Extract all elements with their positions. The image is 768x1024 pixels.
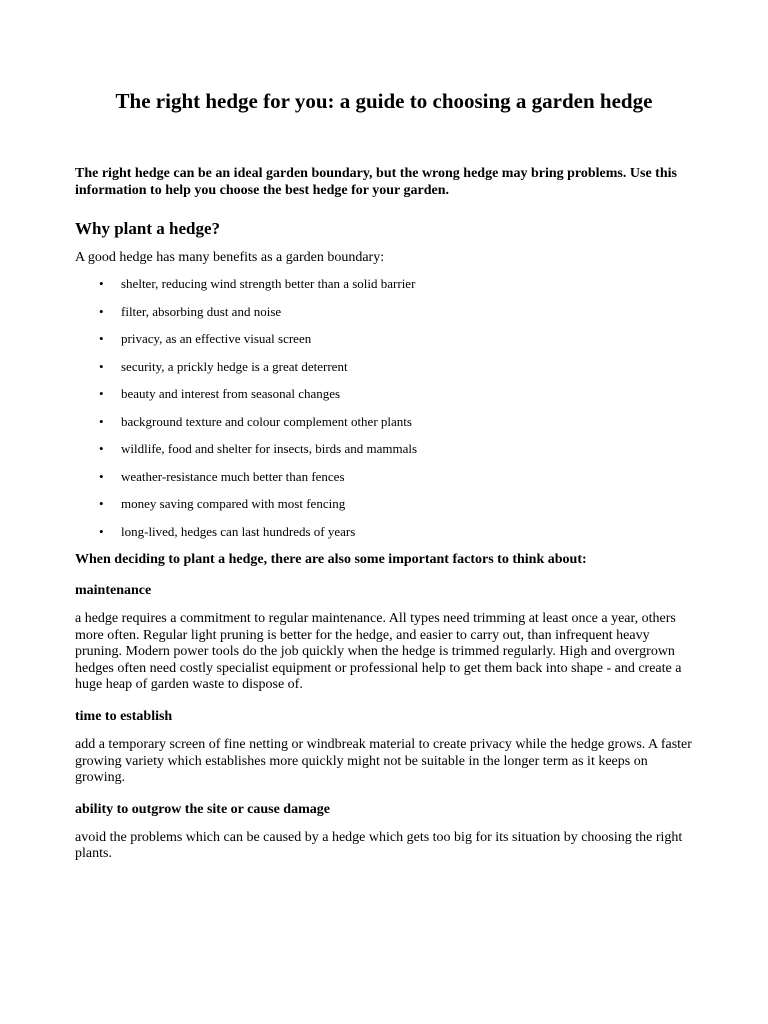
bullet-icon: • [99, 523, 104, 539]
list-item-text: background texture and colour complement other plants [121, 413, 412, 429]
list-item [75, 386, 700, 402]
list-item-text: long-lived, hedges can last hundreds of years [121, 523, 356, 539]
intro-paragraph: The right hedge can be an ideal garden boundary, but the wrong hedge may bring problems. Use this information to help you choose the best hedge for your garden. [75, 166, 677, 198]
factor-text-maintenance: a hedge requires a commitment to regular maintenance. All types need trimming at least once a year, others more often. Regular light pruning is better for the hedge, and easier to carry out, than infrequent heavy pruning. Modern power tools do the job quickly when the hedge is trimmed regularly. High and overgrown hedges often need costly specialist equipment or professional help to get them back into shape - and create a huge heap of garden waste to dispose of. [75, 611, 682, 693]
list-item-text: beauty and interest from seasonal changes [121, 386, 341, 401]
bullet-icon: • [99, 303, 104, 319]
list-item-text: weather-resistance much better than fences [121, 468, 345, 484]
bullet-icon: • [99, 496, 104, 511]
bullet-icon: • [99, 413, 104, 429]
list-item-text: wildlife, food and shelter for insects, birds and mammals [121, 441, 418, 456]
list-item [75, 276, 700, 292]
bullet-icon: • [99, 358, 104, 374]
factors-heading: When deciding to plant a hedge, there are also some important factors to think about: [75, 552, 587, 567]
benefits-list [75, 276, 700, 540]
bullet-icon: • [99, 331, 104, 346]
bullet-icon: • [99, 468, 104, 484]
list-item [75, 524, 700, 540]
document-body [75, 165, 700, 863]
list-item [75, 331, 700, 347]
page-title: The right hedge for you: a guide to choosing a garden hedge [115, 89, 653, 113]
list-item-text: money saving compared with most fencing [121, 496, 346, 511]
list-item-text: privacy, as an effective visual screen [121, 331, 312, 346]
bullet-icon: • [99, 276, 104, 291]
factor-title-outgrow: ability to outgrow the site or cause damage [75, 801, 330, 817]
list-item [75, 304, 700, 320]
list-item-text: filter, absorbing dust and noise [121, 303, 282, 319]
section-heading-why: Why plant a hedge? [75, 219, 220, 238]
bullet-icon: • [99, 441, 104, 456]
bullet-icon: • [99, 386, 104, 401]
factor-text-outgrow: avoid the problems which can be caused by a hedge which gets too big for its situation by choosing the right plants. [75, 829, 683, 862]
list-item [75, 496, 700, 512]
list-item-text: security, a prickly hedge is a great deterrent [121, 358, 348, 374]
list-item [75, 359, 700, 375]
factor-text-time-to-establish: add a temporary screen of fine netting or windbreak material to create privacy while the hedge grows. A faster growing variety which establishes more quickly might not be suitable in the longer term as it keeps on growing. [75, 736, 692, 786]
list-item-text: shelter, reducing wind strength better than a solid barrier [121, 276, 416, 291]
list-item [75, 414, 700, 430]
section-lead: A good hedge has many benefits as a garden boundary: [75, 250, 385, 265]
list-item [75, 469, 700, 485]
factor-title-maintenance: maintenance [75, 583, 152, 598]
factor-title-time-to-establish: time to establish [75, 708, 173, 724]
list-item [75, 441, 700, 457]
